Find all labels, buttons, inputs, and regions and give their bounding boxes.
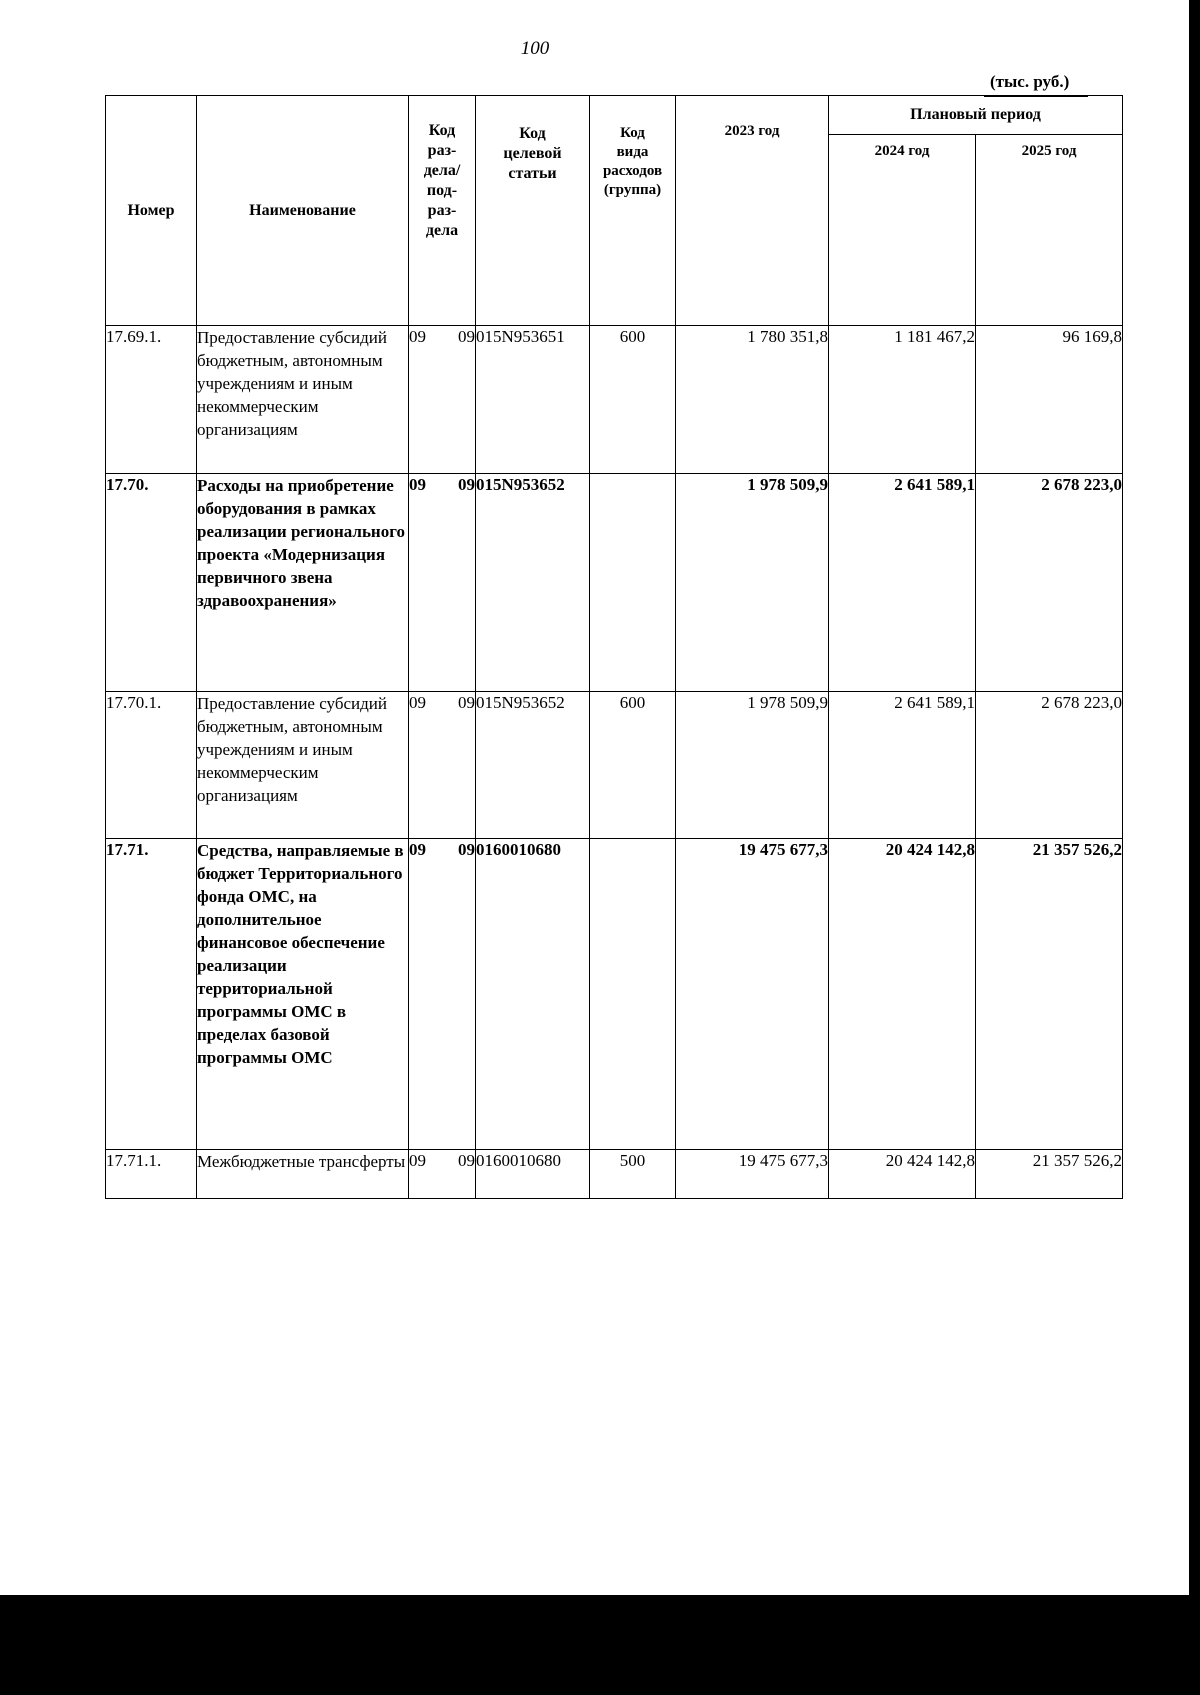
row-amount-2025: 96 169,8: [976, 326, 1123, 474]
header-name: Наименование: [197, 96, 409, 326]
table-row: [106, 839, 1123, 1150]
scan-border-bottom: [0, 1595, 1200, 1695]
row-section-code: 09 09: [409, 474, 476, 692]
row-name: Предоставление субсидий бюджетным, автономным учреждениям и иным некоммерческим организациям: [197, 326, 409, 474]
row-amount-2024: 20 424 142,8: [829, 839, 976, 1150]
header-row: [106, 96, 1123, 135]
row-amount-2024: 1 181 467,2: [829, 326, 976, 474]
page-number: 100: [520, 38, 550, 59]
row-target-code: 0160010680: [476, 1150, 590, 1199]
row-amount-2023: 19 475 677,3: [676, 1150, 829, 1199]
row-name: Межбюджетные трансферты: [197, 1150, 409, 1199]
row-expense-code: [590, 839, 676, 1150]
row-amount-2025: 2 678 223,0: [976, 692, 1123, 839]
header-year-2023: 2023 год: [676, 96, 829, 326]
row-target-code: 015N953652: [476, 474, 590, 692]
row-number: 17.70.: [106, 474, 197, 692]
header-section-code: Код раз- дела/ под- раз- дела: [409, 96, 476, 326]
table-row: [106, 326, 1123, 474]
budget-table: [105, 95, 1123, 1199]
row-number: 17.69.1.: [106, 326, 197, 474]
header-target-code: Код целевой статьи: [476, 96, 590, 326]
row-expense-code: [590, 474, 676, 692]
header-year-2025: 2025 год: [976, 135, 1123, 326]
row-amount-2025: 21 357 526,2: [976, 839, 1123, 1150]
header-planned-period: Плановый период: [829, 96, 1123, 135]
row-amount-2023: 1 978 509,9: [676, 474, 829, 692]
table-row: [106, 692, 1123, 839]
row-number: 17.71.: [106, 839, 197, 1150]
row-name: Предоставление субсидий бюджетным, автономным учреждениям и иным некоммерческим организациям: [197, 692, 409, 839]
row-amount-2025: 21 357 526,2: [976, 1150, 1123, 1199]
scan-edge-right: [1189, 0, 1200, 1695]
row-expense-code: 600: [590, 692, 676, 839]
header-number: Номер: [106, 96, 197, 326]
row-amount-2023: 1 780 351,8: [676, 326, 829, 474]
row-target-code: 015N953651: [476, 326, 590, 474]
header-expense-code: Код вида расходов (группа): [590, 96, 676, 326]
row-amount-2024: 20 424 142,8: [829, 1150, 976, 1199]
row-target-code: 0160010680: [476, 839, 590, 1150]
row-section-code: 09 09: [409, 839, 476, 1150]
row-target-code: 015N953652: [476, 692, 590, 839]
row-number: 17.71.1.: [106, 1150, 197, 1199]
row-amount-2025: 2 678 223,0: [976, 474, 1123, 692]
row-amount-2023: 19 475 677,3: [676, 839, 829, 1150]
row-section-code: 09 09: [409, 1150, 476, 1199]
row-expense-code: 500: [590, 1150, 676, 1199]
table-row: [106, 474, 1123, 692]
row-expense-code: 600: [590, 326, 676, 474]
row-amount-2024: 2 641 589,1: [829, 692, 976, 839]
row-number: 17.70.1.: [106, 692, 197, 839]
header-year-2024: 2024 год: [829, 135, 976, 326]
row-name: Средства, направляемые в бюджет Территориального фонда ОМС, на дополнительное финансовое обеспечение реализации территориальной программы ОМС в пределах базовой программы ОМС: [197, 839, 409, 1150]
row-name: Расходы на приобретение оборудования в рамках реализации регионального проекта «Модернизация первичного звена здравоохранения»: [197, 474, 409, 692]
table-row: [106, 1150, 1123, 1199]
row-section-code: 09 09: [409, 326, 476, 474]
row-amount-2023: 1 978 509,9: [676, 692, 829, 839]
row-section-code: 09 09: [409, 692, 476, 839]
row-amount-2024: 2 641 589,1: [829, 474, 976, 692]
units-label: (тыс. руб.): [990, 72, 1070, 91]
